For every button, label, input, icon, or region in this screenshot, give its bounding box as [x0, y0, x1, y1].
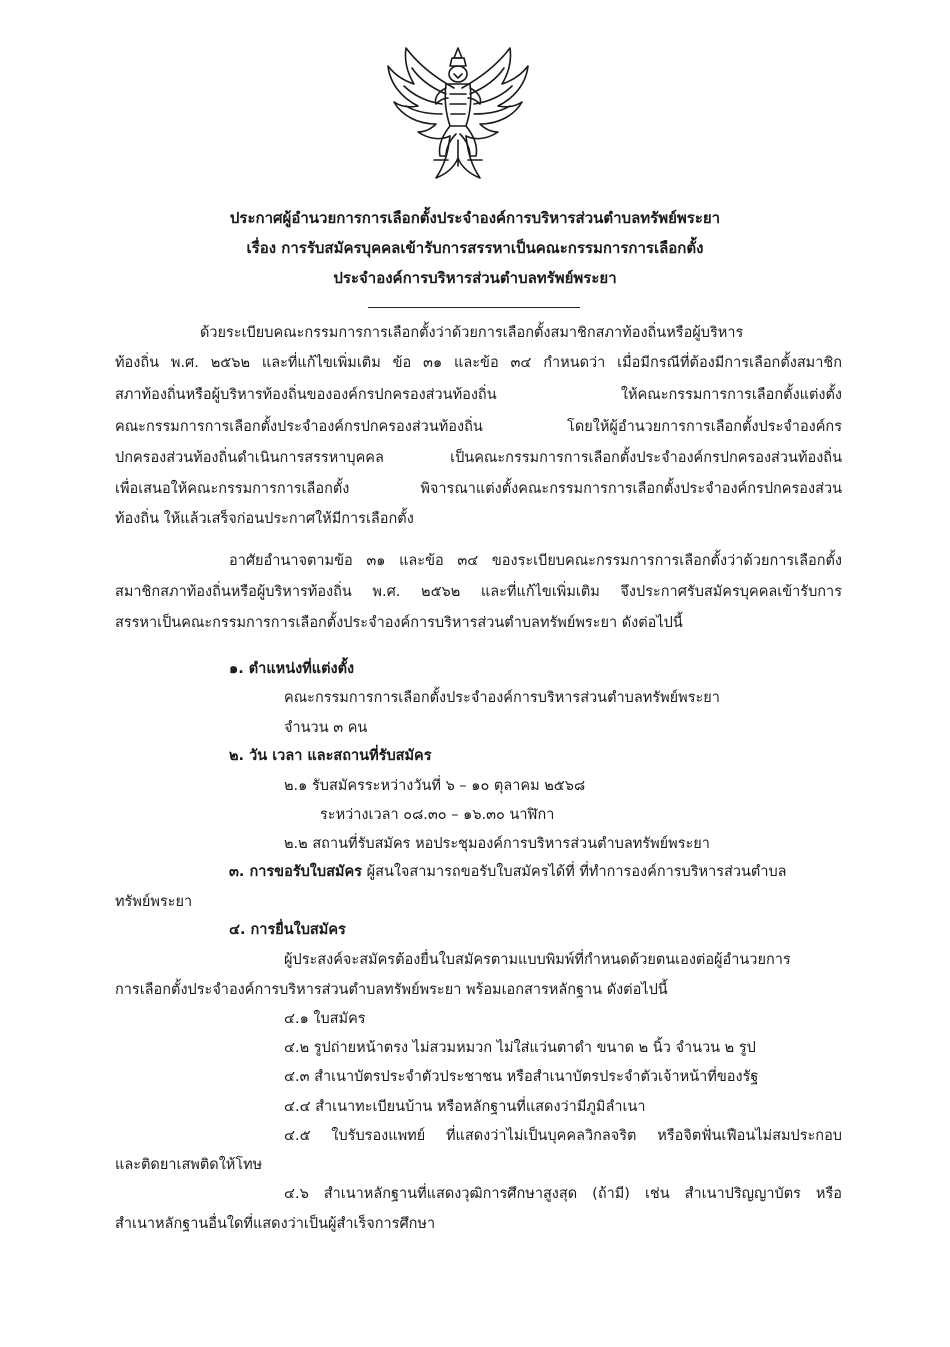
section-1-position: คณะกรรมการการเลือกตั้งประจำองค์การบริหารส่วนตำบลทรัพย์พระยา — [284, 690, 720, 706]
document-item: ๔.๑ ใบสมัคร — [284, 1011, 366, 1027]
section-3-cont: ทรัพย์พระยา — [115, 894, 193, 910]
section-2-time: ระหว่างเวลา ๐๘.๓๐ – ๑๖.๓๐ นาฬิกา — [320, 807, 555, 823]
document-item: ๔.๖ สำเนาหลักฐานที่แสดงวุฒิการศึกษาสูงสุด (ถ้ามี) เช่น สำเนาปริญญาบัตร หรือ — [284, 1186, 842, 1202]
intro-line: ปกครองส่วนท้องถิ่นดำเนินการสรรหาบุคคล เป็นคณะกรรมการการเลือกตั้งประจำองค์กรปกครองส่วนท้องถิ่น — [115, 450, 842, 466]
section-4-intro: ผู้ประสงค์จะสมัครต้องยื่นใบสมัครตามแบบพิมพ์ที่กำหนดด้วยตนเองต่อผู้อำนวยการ — [284, 952, 791, 968]
section-2-location: ๒.๒ สถานที่รับสมัคร หอประชุมองค์การบริหารส่วนตำบลทรัพย์พระยา — [284, 836, 710, 852]
title-line-2: เรื่อง การรับสมัครบุคคลเข้ารับการสรรหาเป็นคณะกรรมการการเลือกตั้ง — [246, 239, 704, 257]
intro-line: ด้วยระเบียบคณะกรรมการการเลือกตั้งว่าด้วยการเลือกตั้งสมาชิกสภาท้องถิ่นหรือผู้บริหาร — [200, 325, 744, 341]
section-4-intro: การเลือกตั้งประจำองค์การบริหารส่วนตำบลทรัพย์พระยา พร้อมเอกสารหลักฐาน ดังต่อไปนี้ — [115, 982, 668, 998]
section-2-heading: ๒. วัน เวลา และสถานที่รับสมัคร — [229, 748, 432, 764]
title-line-1: ประกาศผู้อำนวยการการเลือกตั้งประจำองค์การบริหารส่วนตำบลทรัพย์พระยา — [229, 209, 721, 227]
document-item: ๔.๓ สำเนาบัตรประจำตัวประชาชน หรือสำเนาบัตรประจำตัวเจ้าหน้าที่ของรัฐ — [284, 1069, 759, 1085]
section-3-heading: ๓. การขอรับใบสมัคร — [229, 864, 362, 880]
section-1-count: จำนวน ๓ คน — [284, 720, 368, 736]
intro-line: เพื่อเสนอให้คณะกรรมการการเลือกตั้ง พิจารณาแต่งตั้งคณะกรรมการการเลือกตั้งประจำองค์กรปกครองส่วน — [115, 481, 842, 497]
section-1-heading: ๑. ตำแหน่งที่แต่งตั้ง — [229, 661, 355, 677]
authority-line: สมาชิกสภาท้องถิ่นหรือผู้บริหารท้องถิ่น พ.ศ. ๒๕๖๒ และที่แก้ไขเพิ่มเติม จึงประกาศรับสมัครบุคคลเข้ารับการ — [115, 584, 842, 600]
document-item-cont: และติดยาเสพติดให้โทษ — [115, 1157, 263, 1173]
title-line-3: ประจำองค์การบริหารส่วนตำบลทรัพย์พระยา — [333, 269, 617, 287]
announcement-title — [100, 203, 850, 293]
intro-line: สภาท้องถิ่นหรือผู้บริหารท้องถิ่นขององค์กรปกครองส่วนท้องถิ่น ให้คณะกรรมการการเลือกตั้งแต่งตั้ง — [115, 387, 842, 403]
garuda-emblem-icon — [384, 44, 532, 184]
section-4-heading: ๔. การยื่นใบสมัคร — [229, 922, 346, 938]
authority-line: อาศัยอำนาจตามข้อ ๓๑ และข้อ ๓๔ ของระเบียบคณะกรรมการการเลือกตั้งว่าด้วยการเลือกตั้ง — [229, 553, 842, 569]
document-item: ๔.๒ รูปถ่ายหน้าตรง ไม่สวมหมวก ไม่ใส่แว่นตาดำ ขนาด ๒ นิ้ว จำนวน ๒ รูป — [284, 1040, 756, 1056]
document-item: ๔.๔ สำเนาทะเบียนบ้าน หรือหลักฐานที่แสดงว่ามีภูมิลำเนา — [284, 1099, 646, 1115]
intro-line: คณะกรรมการการเลือกตั้งประจำองค์กรปกครองส่วนท้องถิ่น โดยให้ผู้อำนวยการการเลือกตั้งประจำองค์กร — [115, 419, 842, 435]
document-item: ๔.๕ ใบรับรองแพทย์ ที่แสดงว่าไม่เป็นบุคคลวิกลจริต หรือจิตฟั่นเฟือนไม่สมประกอบ — [284, 1128, 842, 1144]
section-2-dates: ๒.๑ รับสมัครระหว่างวันที่ ๖ – ๑๐ ตุลาคม ๒๕๖๘ — [284, 778, 586, 794]
authority-line: สรรหาเป็นคณะกรรมการการเลือกตั้งประจำองค์การบริหารส่วนตำบลทรัพย์พระยา ดังต่อไปนี้ — [115, 615, 683, 631]
intro-line: ท้องถิ่น พ.ศ. ๒๕๖๒ และที่แก้ไขเพิ่มเติม ข้อ ๓๑ และข้อ ๓๔ กำหนดว่า เมื่อมีกรณีที่ต้องมีการเลือกตั้งสมาชิก — [115, 355, 842, 371]
section-3-line — [229, 862, 787, 882]
intro-line: ท้องถิ่น ให้แล้วเสร็จก่อนประกาศให้มีการเลือกตั้ง — [115, 511, 414, 527]
title-divider — [368, 307, 580, 308]
section-3-text: ผู้สนใจสามารถขอรับใบสมัครได้ที่ ที่ทำการองค์การบริหารส่วนตำบล — [361, 864, 787, 880]
document-item-cont: สำเนาหลักฐานอื่นใดที่แสดงว่าเป็นผู้สำเร็จการศึกษา — [115, 1216, 436, 1232]
